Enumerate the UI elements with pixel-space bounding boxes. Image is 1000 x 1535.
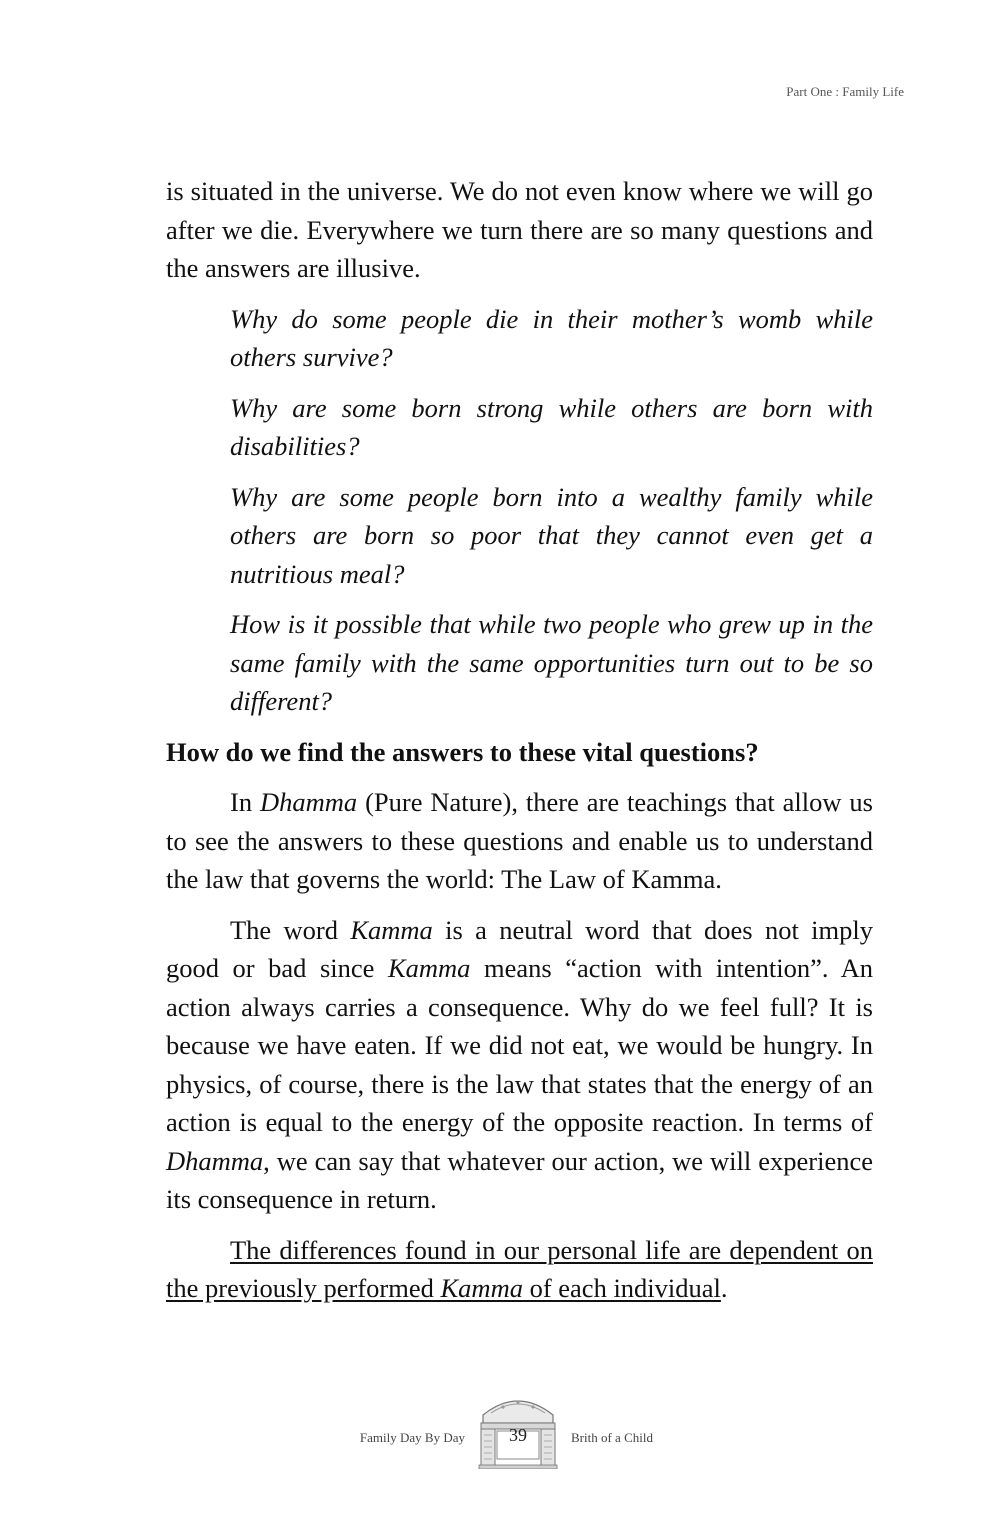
term-dhamma: Dhamma [166,1145,264,1176]
question-3: Why are some people born into a wealthy family while others are born so poor that they cannot even get a nutritious meal? [230,481,873,589]
question-4: How is it possible that while two people who grew up in the same family with the same opportunities turn out to be so different? [230,609,873,716]
question-2: Why are some born strong while others are born with disabilities? [230,392,873,461]
paragraph-kamma: The word Kamma is a neutral word that does not imply good or bad since Kamma means “action with intention”. An action always carries a consequence. Why do we feel full? It is because we have eaten. If we did not eat, we would be hungry. In physics, of course, there is the law that states that the energy of an action is equal to the energy of the opposite reaction. In terms of Dhamma, we can say that whatever our action, we will experience its consequence in return. [166,914,873,1214]
term-kamma: Kamma [387,953,471,983]
chapter-title: Brith of a Child [571,1430,653,1445]
page-body [166,172,873,1308]
running-head: Part One : Family Life [786,84,904,99]
intro-paragraph: is situated in the universe. We do not even know where we will go after we die. Everywhere we turn there are so many questions and the answers are illusive. [166,176,873,283]
underlined-statement: The differences found in our personal life are dependent on the previously performed Kamma of each individual [166,1234,873,1303]
page-footer [0,1385,1000,1475]
paragraph-differences: The differences found in our personal life are dependent on the previously performed Kamma of each individual. [166,1234,873,1303]
term-dhamma: Dhamma [260,787,358,817]
term-kamma: Kamma [440,1273,523,1303]
term-kamma: Kamma [350,914,433,945]
section-heading: How do we find the answers to these vital questions? [166,736,759,767]
page-number: 39 [509,1425,527,1445]
paragraph-dhamma: In Dhamma (Pure Nature), there are teachings that allow us to see the answers to these questions and enable us to understand the law that governs the world: The Law of Kamma. [166,787,873,894]
book-title: Family Day By Day [359,1430,465,1445]
question-1: Why do some people die in their mother’s womb while others survive? [230,303,873,372]
